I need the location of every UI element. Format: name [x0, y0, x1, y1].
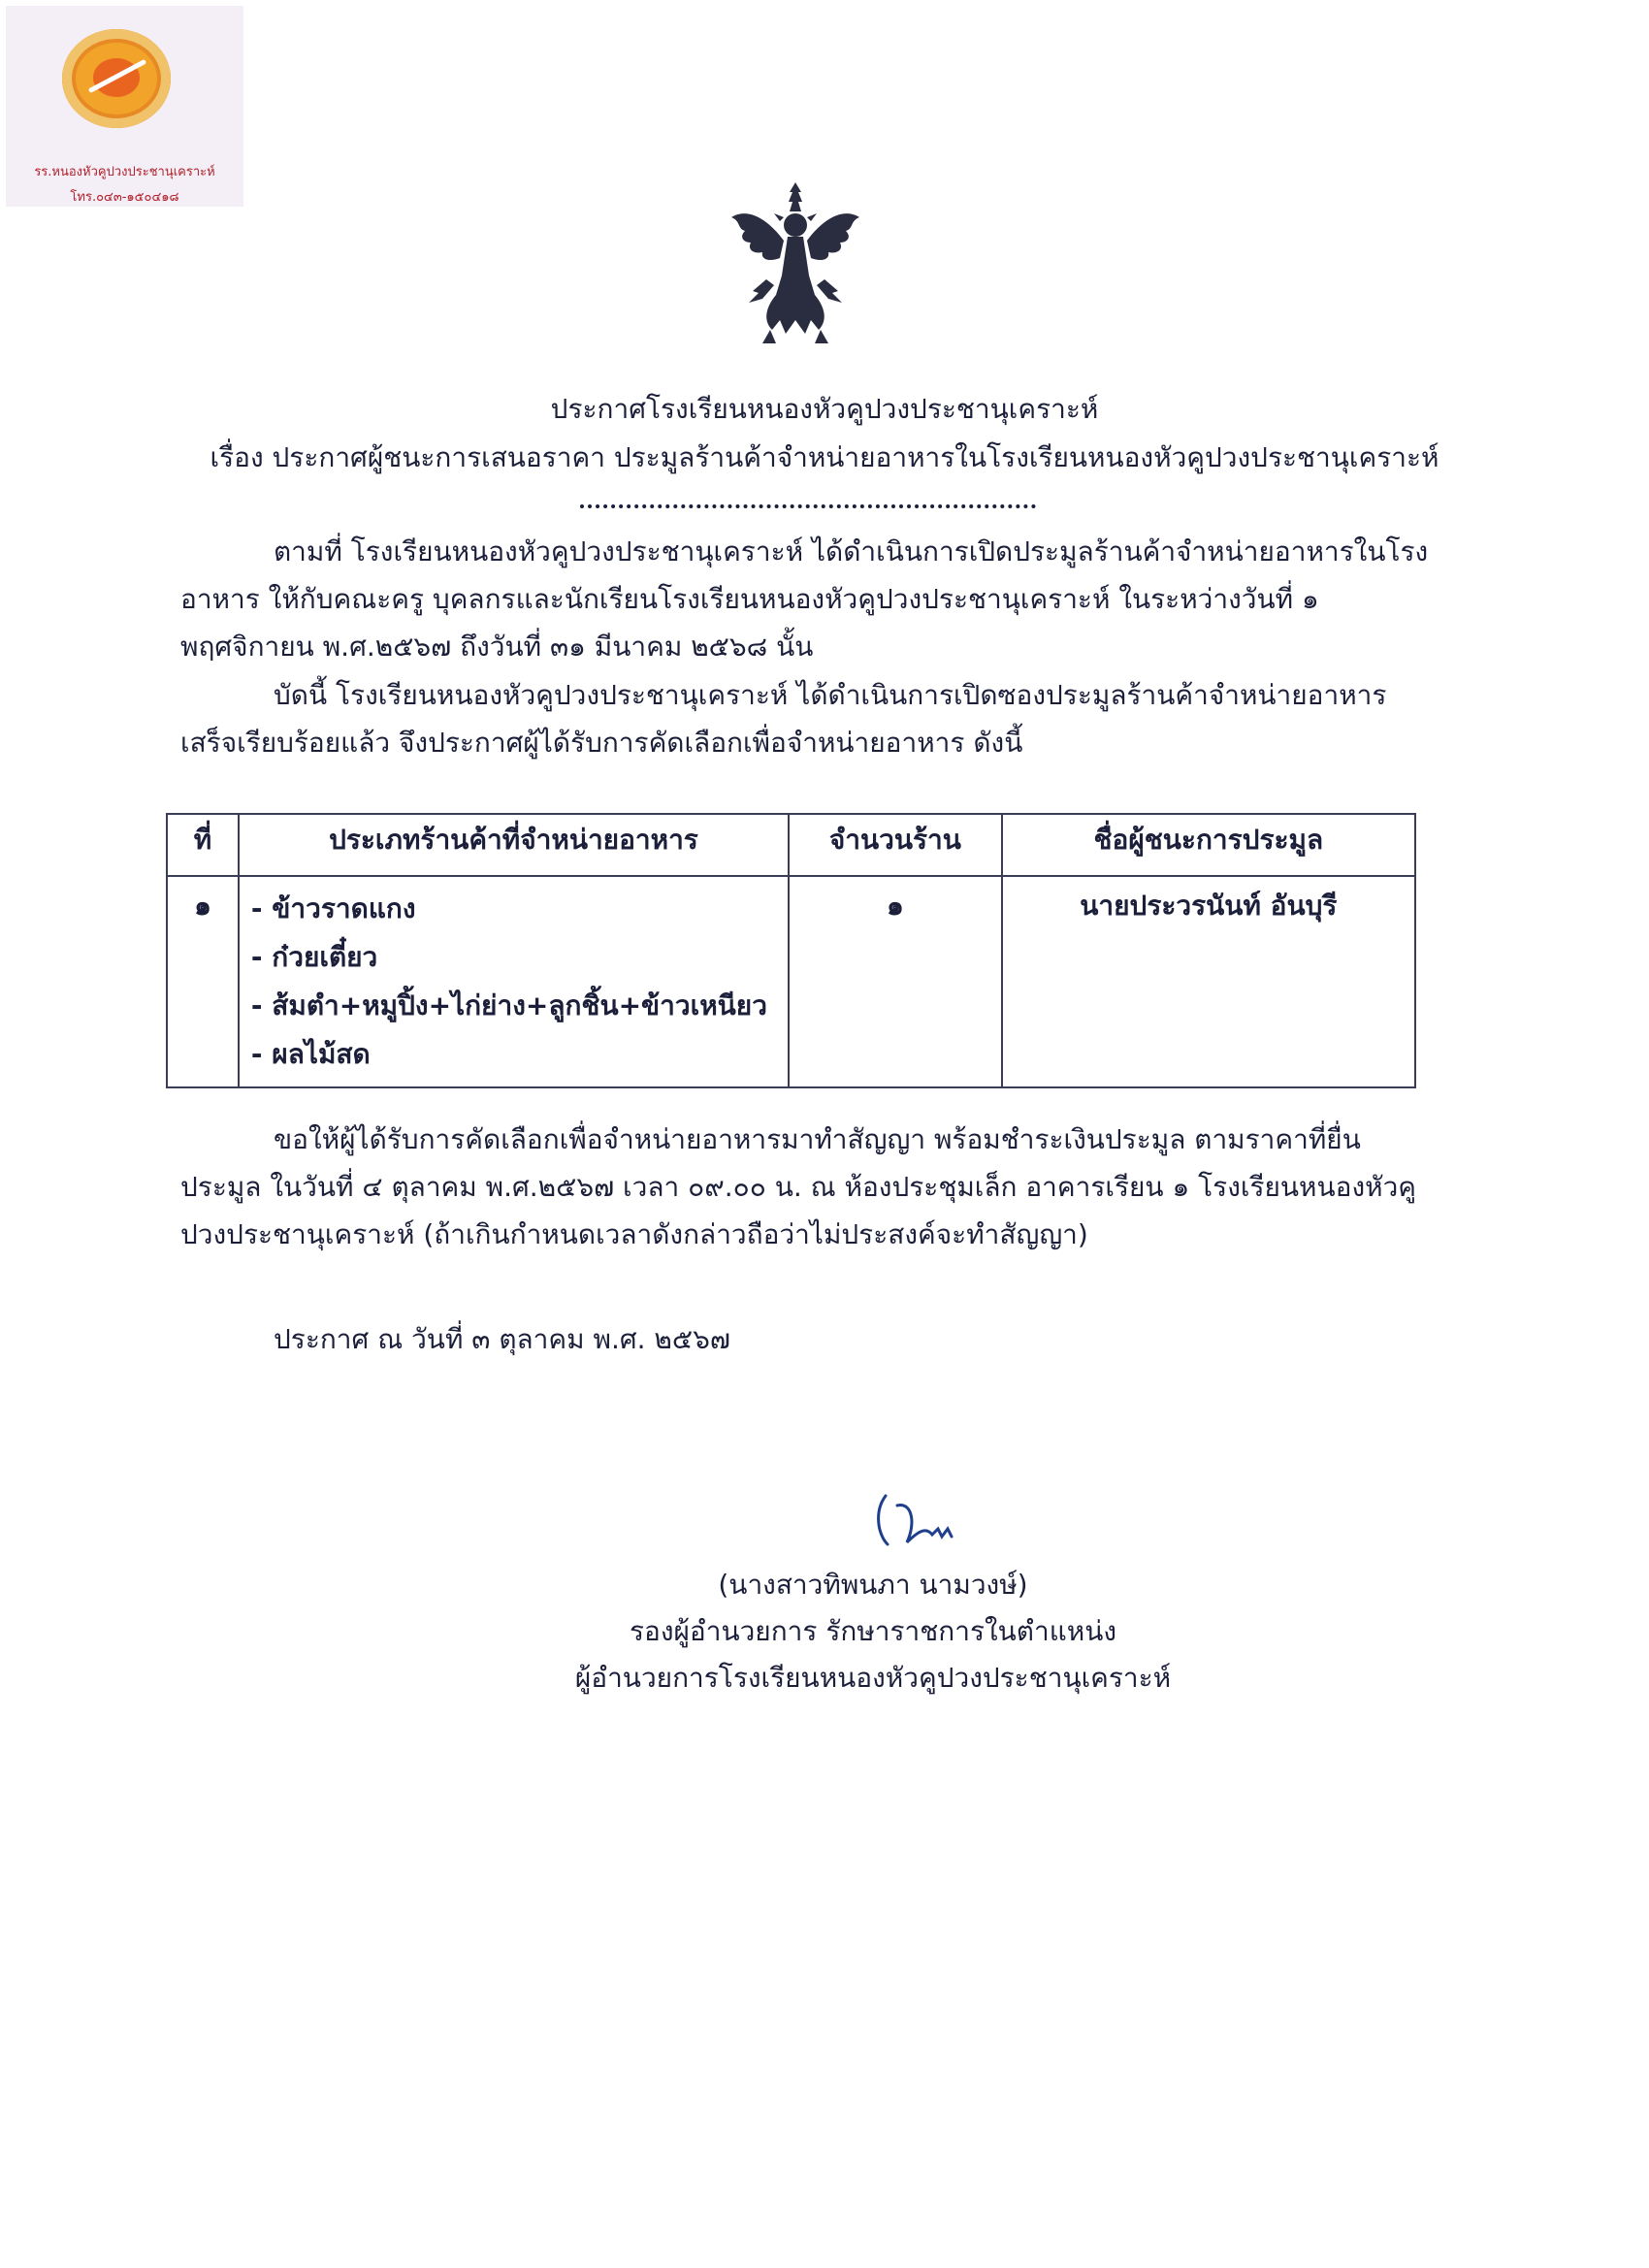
- paragraph-result: บัดนี้ โรงเรียนหนองหัวคูปวงประชานุเคราะห์ ได้ดำเนินการเปิดซองประมูลร้านค้าจำหน่ายอาหารเสร็จเรียบร้อยแล้ว จึงประกาศผู้ได้รับการคัดเลือกเพื่อจำหน่ายอาหาร ดังนี้: [180, 679, 1387, 759]
- subject-line: เรื่อง ประกาศผู้ชนะการเสนอราคา ประมูลร้านค้าจำหน่ายอาหารในโรงเรียนหนองหัวคูปวงประชานุเคราะห์: [210, 441, 1439, 473]
- paragraph-contract: ขอให้ผู้ได้รับการคัดเลือกเพื่อจำหน่ายอาหารมาทำสัญญา พร้อมชำระเงินประมูล ตามราคาที่ยื่นประมูล ในวันที่ ๔ ตุลาคม พ.ศ.๒๕๖๗ เวลา ๐๙.๐๐ น. ณ ห้องประชุมเล็ก อาคารเรียน ๑ โรงเรียนหนองหัวคูปวงประชานุเคราะห์ (ถ้าเกินกำหนดเวลาดังกล่าวถือว่าไม่ประสงค์จะทำสัญญา): [180, 1123, 1417, 1250]
- signer-position-2: ผู้อำนวยการโรงเรียนหนองหัวคูปวงประชานุเคราะห์: [574, 1662, 1172, 1694]
- list-item: - ก๋วยเตี๋ยว: [250, 941, 378, 973]
- dotted-divider: [580, 491, 1036, 508]
- stamp-school-name: รร.หนองหัวคูปวงประชานุเคราะห์: [34, 165, 215, 179]
- row-items: [239, 876, 789, 1087]
- header-shop-type: ประเภทร้านค้าที่จำหน่ายอาหาร: [239, 814, 789, 876]
- school-stamp: [6, 6, 243, 207]
- signer-position-1: รองผู้อำนวยการ รักษาราชการในตำแหน่ง: [629, 1615, 1117, 1647]
- table-row: [167, 876, 1415, 1087]
- garuda-emblem-icon: [728, 178, 863, 349]
- header-winner: ชื่อผู้ชนะการประมูล: [1002, 814, 1415, 876]
- row-count: ๑: [789, 876, 1002, 1087]
- row-winner: นายประวรนันท์ อันบุรี: [1002, 876, 1415, 1087]
- page-title: ประกาศโรงเรียนหนองหัวคูปวงประชานุเคราะห์: [550, 393, 1099, 425]
- signature-mark-icon: [868, 1492, 975, 1560]
- announce-date: ประกาศ ณ วันที่ ๓ ตุลาคม พ.ศ. ๒๕๖๗: [274, 1323, 730, 1355]
- list-item: - ส้มตำ+หมูปิ้ง+ไก่ย่าง+ลูกชิ้น+ข้าวเหนียว: [250, 989, 767, 1021]
- stamp-phone: โทร.๐๔๓-๑๕๐๔๑๘: [70, 190, 179, 205]
- paragraph-intro: ตามที่ โรงเรียนหนองหัวคูปวงประชานุเคราะห์ ได้ดำเนินการเปิดประมูลร้านค้าจำหน่ายอาหารในโรงอาหาร ให้กับคณะครู บุคลกรและนักเรียนโรงเรียนหนองหัวคูปวงประชานุเคราะห์ ในระหว่างวันที่ ๑ พฤศจิกายน พ.ศ.๒๕๖๗ ถึงวันที่ ๓๑ มีนาคม ๒๕๖๘ นั้น: [180, 535, 1429, 663]
- header-no: ที่: [167, 814, 239, 876]
- row-no: ๑: [167, 876, 239, 1087]
- list-item: - ผลไม้สด: [250, 1038, 371, 1070]
- table-header-row: [167, 814, 1415, 876]
- signer-name: (นางสาวทิพนภา นามวงษ์): [718, 1569, 1028, 1601]
- header-shop-count: จำนวนร้าน: [789, 814, 1002, 876]
- winner-table: [166, 813, 1416, 1088]
- list-item: - ข้าวราดแกง: [250, 892, 416, 924]
- school-logo-icon: [62, 29, 171, 128]
